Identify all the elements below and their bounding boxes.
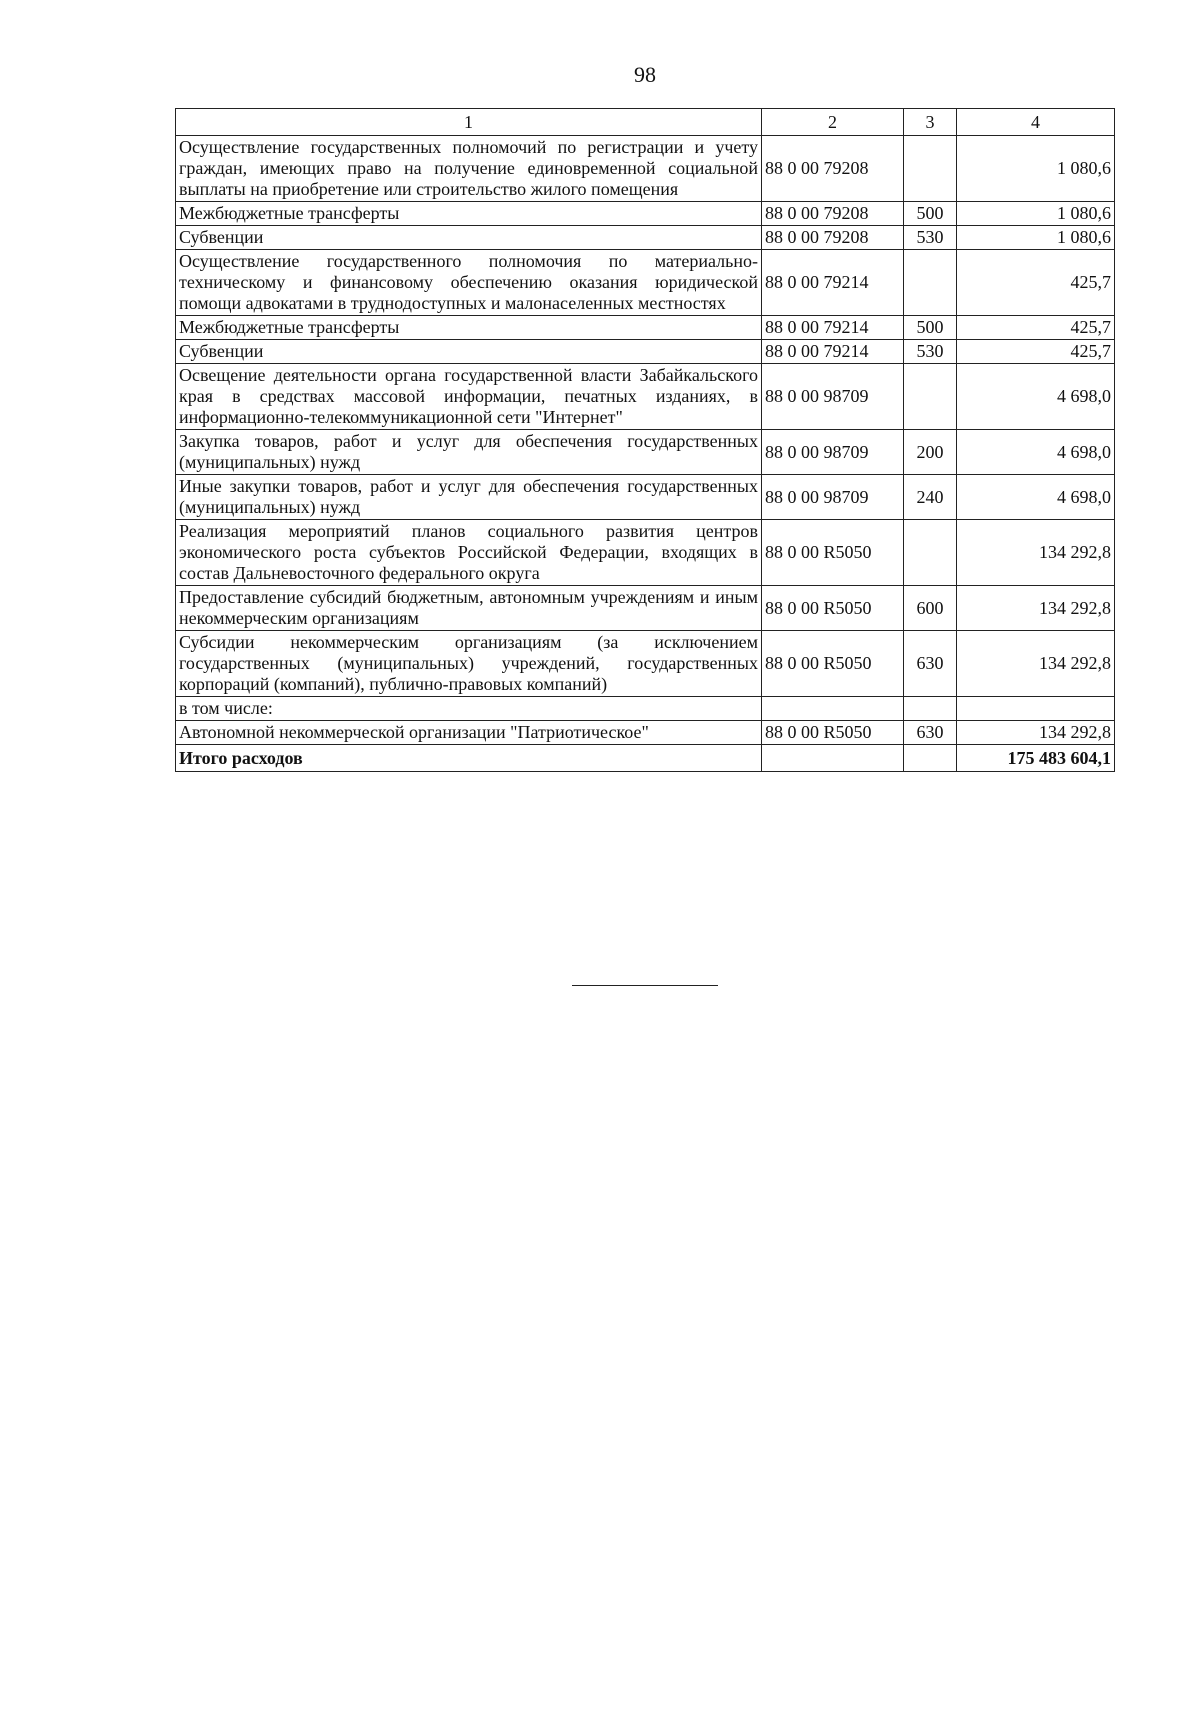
table-row [176,250,1115,316]
cell-description: Закупка товаров, работ и услуг для обеспечения государственных (муниципальных) нужд [176,430,762,475]
table-row [176,340,1115,364]
cell-description: Субсидии некоммерческим организациям (за исключением государственных (муниципальных) учреждений, государственных корпораций (компаний), публично-правовых компаний) [176,631,762,697]
cell-amount: 4 698,0 [957,430,1115,475]
cell-type: 200 [904,430,957,475]
cell-description: Иные закупки товаров, работ и услуг для обеспечения государственных (муниципальных) нужд [176,475,762,520]
cell-code: 88 0 00 R5050 [762,631,904,697]
cell-type [904,364,957,430]
cell-amount: 1 080,6 [957,226,1115,250]
total-row [176,745,1115,772]
cell-type: 600 [904,586,957,631]
cell-amount: 134 292,8 [957,721,1115,745]
cell-code: 88 0 00 98709 [762,364,904,430]
cell-description: Осуществление государственных полномочий по регистрации и учету граждан, имеющих право на получение единовременной социальной выплаты на приобретение или строительство жилого помещения [176,136,762,202]
cell-description: Предоставление субсидий бюджетным, автономным учреждениям и иным некоммерческим организациям [176,586,762,631]
table-header-row [176,109,1115,136]
cell-code: 88 0 00 R5050 [762,586,904,631]
table-row [176,136,1115,202]
cell-description: Межбюджетные трансферты [176,316,762,340]
cell-amount: 134 292,8 [957,631,1115,697]
header-cell-description: 1 [176,109,762,136]
table-row [176,586,1115,631]
cell-code: 88 0 00 79214 [762,316,904,340]
cell-amount: 1 080,6 [957,202,1115,226]
cell-type [904,520,957,586]
cell-amount: 134 292,8 [957,586,1115,631]
table-row [176,430,1115,475]
cell-description: Осуществление государственного полномочия по материально-техническому и финансовому обеспечению оказания юридической помощи адвокатами в труднодоступных и малонаселенных местностях [176,250,762,316]
table-row [176,631,1115,697]
header-cell-amount: 4 [957,109,1115,136]
total-type-empty [904,745,957,772]
cell-code: 88 0 00 79208 [762,226,904,250]
cell-code: 88 0 00 79208 [762,136,904,202]
cell-type: 630 [904,721,957,745]
table-row [176,202,1115,226]
cell-type [904,250,957,316]
total-amount: 175 483 604,1 [957,745,1115,772]
page-number: 98 [634,62,656,87]
cell-code: 88 0 00 R5050 [762,520,904,586]
total-label: Итого расходов [176,745,762,772]
table-row [176,316,1115,340]
budget-expenses-table [175,108,1115,772]
table-row [176,721,1115,745]
cell-type: 240 [904,475,957,520]
cell-description: Автономной некоммерческой организации "Патриотическое" [176,721,762,745]
cell-type [904,697,957,721]
cell-amount: 4 698,0 [957,475,1115,520]
cell-description: в том числе: [176,697,762,721]
cell-description: Субвенции [176,340,762,364]
cell-description: Субвенции [176,226,762,250]
table-row [176,475,1115,520]
cell-type: 500 [904,316,957,340]
cell-amount: 425,7 [957,250,1115,316]
cell-description: Межбюджетные трансферты [176,202,762,226]
header-cell-type: 3 [904,109,957,136]
cell-type: 530 [904,340,957,364]
cell-amount: 4 698,0 [957,364,1115,430]
table-row [176,520,1115,586]
header-cell-code: 2 [762,109,904,136]
table-row [176,697,1115,721]
cell-amount: 134 292,8 [957,520,1115,586]
closing-divider-line [572,985,718,986]
cell-amount: 425,7 [957,340,1115,364]
cell-type: 630 [904,631,957,697]
total-code-empty [762,745,904,772]
cell-type [904,136,957,202]
cell-description: Реализация мероприятий планов социального развития центров экономического роста субъектов Российской Федерации, входящих в состав Дальневосточного федерального округа [176,520,762,586]
cell-code: 88 0 00 79214 [762,250,904,316]
cell-code: 88 0 00 79214 [762,340,904,364]
cell-type: 530 [904,226,957,250]
cell-amount: 1 080,6 [957,136,1115,202]
cell-code: 88 0 00 98709 [762,430,904,475]
cell-amount [957,697,1115,721]
cell-amount: 425,7 [957,316,1115,340]
cell-code: 88 0 00 98709 [762,475,904,520]
cell-code: 88 0 00 79208 [762,202,904,226]
table-row [176,364,1115,430]
cell-description: Освещение деятельности органа государственной власти Забайкальского края в средствах массовой информации, печатных изданиях, в информационно-телекоммуникационной сети "Интернет" [176,364,762,430]
table-row [176,226,1115,250]
cell-type: 500 [904,202,957,226]
cell-code: 88 0 00 R5050 [762,721,904,745]
cell-code [762,697,904,721]
